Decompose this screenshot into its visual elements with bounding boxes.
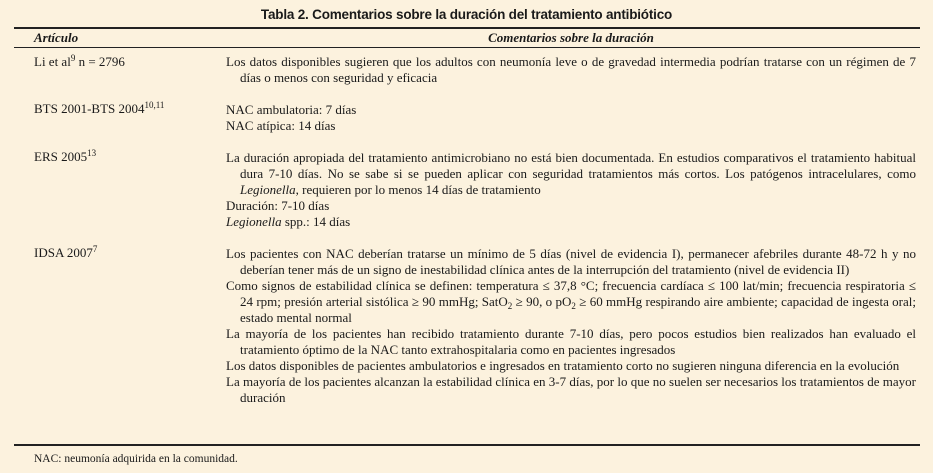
comment-paragraph: Como signos de estabilidad clínica se definen: temperatura ≤ 37,8 °C; frecuencia cardíaca ≤ 100 lat/min; frecuencia respiratoria ≤ 24 rpm; presión arterial sistólica ≥ 90 mmHg; SatO$_2$ ≥ 90, o $pO_2 \ge 60$ mmHg respirando aire ambiente; capacidad de ingesta oral; estado mental normal (226, 278, 916, 325)
top-rule (14, 27, 920, 29)
row-article-li: Li et $al^9$ n = 2796 (34, 53, 125, 69)
row-comments-ers (226, 150, 916, 230)
header-rule (14, 47, 920, 48)
row-comments-bts (226, 102, 916, 134)
comment-paragraph: Los datos disponibles sugieren que los adultos con neumonía leve o de gravedad intermedia podrían tratarse con un régimen de 7 días o menos con seguridad y eficacia (226, 54, 916, 85)
table-title: Tabla 2. Comentarios sobre la duración del tratamiento antibiótico (260, 7, 673, 22)
comment-paragraph: Legionella spp.: 14 días (226, 214, 351, 229)
comment-paragraph: NAC atípica: 14 días (226, 118, 336, 133)
header-articulo: Artículo (34, 30, 79, 45)
comment-paragraph: La mayoría de los pacientes han recibido tratamiento durante 7-10 días, pero pocos estudios bien realizados han evaluado el tratamiento óptimo de la NAC tanto extrahospitalaria como en pacientes ingresados (226, 326, 916, 357)
row-article-ers: ERS 2005$^{13}$ (34, 148, 97, 164)
comment-paragraph: Los datos disponibles de pacientes ambulatorios e ingresados en tratamiento corto no sugieren ninguna diferencia en la evolución (226, 358, 900, 373)
comment-paragraph: NAC ambulatoria: 7 días (226, 102, 357, 117)
row-comments-li (226, 54, 916, 86)
bottom-rule (14, 444, 920, 446)
footnote: NAC: neumonía adquirida en la comunidad. (34, 453, 238, 465)
comment-paragraph: Los pacientes con NAC deberían tratarse un mínimo de 5 días (nivel de evidencia I), permanecer afebriles durante 48-72 h y no deberían tener más de un signo de inestabilidad clínica antes de la interrupción del tratamiento (nivel de evidencia II) (226, 246, 916, 277)
header-comentarios: Comentarios sobre la duración (488, 30, 654, 45)
comment-paragraph: La duración apropiada del tratamiento antimicrobiano no está bien documentada. En estudios comparativos el tratamiento habitual dura 7-10 días. No se sabe si se pueden aplicar con seguridad tratamientos más cortos. Los patógenos intracelulares, como Legionella, requieren por lo menos 14 días de tratamiento (226, 150, 916, 197)
comment-paragraph: Duración: 7-10 días (226, 198, 330, 213)
row-article-idsa: IDSA 2007$^7$ (34, 244, 98, 260)
row-article-bts: BTS 2001-BTS 2004$^{10,11}$ (34, 100, 165, 116)
comment-paragraph: La mayoría de los pacientes alcanzan la estabilidad clínica en 3-7 días, por lo que no suelen ser necesarios los tratamientos de mayor duración (226, 374, 916, 405)
row-comments-idsa (226, 246, 916, 406)
